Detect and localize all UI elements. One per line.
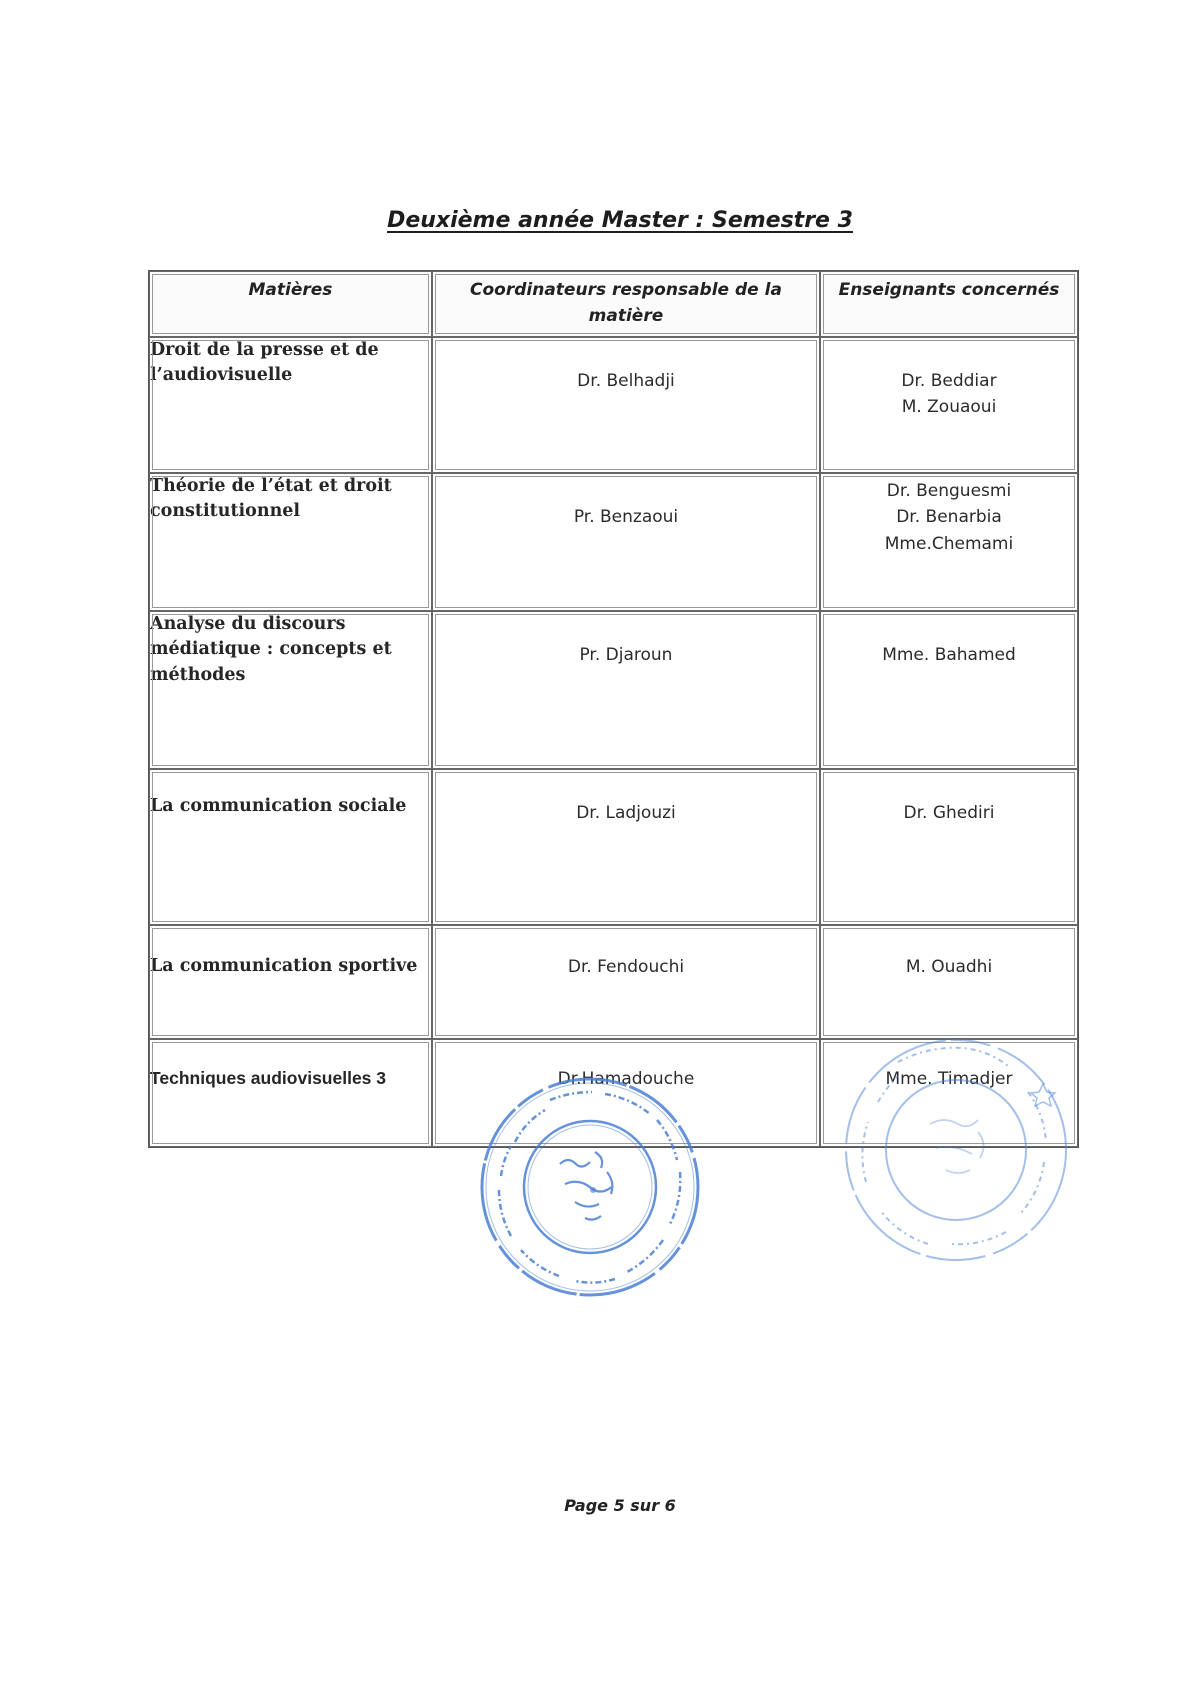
teachers-cell xyxy=(820,473,1078,611)
table-row xyxy=(149,473,1078,611)
title-container xyxy=(0,208,1200,233)
teachers-cell xyxy=(820,925,1078,1039)
teachers-cell xyxy=(820,769,1078,925)
coordinator-cell: Dr. Belhadji xyxy=(432,337,820,473)
table-header-row xyxy=(149,271,1078,337)
teacher-name: Dr. Benguesmi xyxy=(886,481,1012,501)
subject-cell: Droit de la presse et de l’audiovisuelle xyxy=(149,337,432,473)
subjects-table xyxy=(148,270,1079,1148)
teacher-name: Mme.Chemami xyxy=(884,533,1014,554)
subject-cell: Théorie de l’état et droit constitutionnel xyxy=(149,473,432,611)
teacher-name: Dr. Benarbia xyxy=(896,507,1002,528)
document-title: Deuxième année Master : Semestre 3 xyxy=(387,208,853,233)
teacher-name: Mme. Bahamed xyxy=(882,645,1016,665)
coordinator-cell: Pr. Benzaoui xyxy=(432,473,820,611)
teacher-name: Mme. Timadjer xyxy=(885,1069,1013,1089)
official-seal-icon xyxy=(475,1072,705,1302)
table-row xyxy=(149,337,1078,473)
teachers-cell xyxy=(820,337,1078,473)
header-coordinators: Coordinateurs responsable de la matière xyxy=(432,271,820,337)
official-seal-icon xyxy=(838,1032,1074,1268)
coordinator-cell: Dr.Hamadouche xyxy=(432,1039,820,1147)
teacher-name: M. Zouaoui xyxy=(901,397,997,418)
coordinator-cell: Dr. Ladjouzi xyxy=(432,769,820,925)
coordinator-cell: Dr. Fendouchi xyxy=(432,925,820,1039)
header-subjects: Matières xyxy=(149,271,432,337)
coordinator-cell: Pr. Djaroun xyxy=(432,611,820,769)
header-teachers: Enseignants concernés xyxy=(820,271,1078,337)
subject-cell: La communication sportive xyxy=(149,925,432,1039)
teacher-name: Dr. Ghediri xyxy=(903,803,995,823)
subject-cell: Analyse du discours médiatique : concepts et méthodes xyxy=(149,611,432,769)
table-row xyxy=(149,769,1078,925)
subject-cell: La communication sociale xyxy=(149,769,432,925)
teacher-name: Dr. Beddiar xyxy=(901,371,997,391)
page-number: Page 5 sur 6 xyxy=(564,1496,676,1515)
teachers-cell xyxy=(820,611,1078,769)
table-row xyxy=(149,611,1078,769)
teacher-name: M. Ouadhi xyxy=(905,957,993,977)
subject-cell: Techniques audiovisuelles 3 xyxy=(149,1039,432,1147)
table-row xyxy=(149,925,1078,1039)
